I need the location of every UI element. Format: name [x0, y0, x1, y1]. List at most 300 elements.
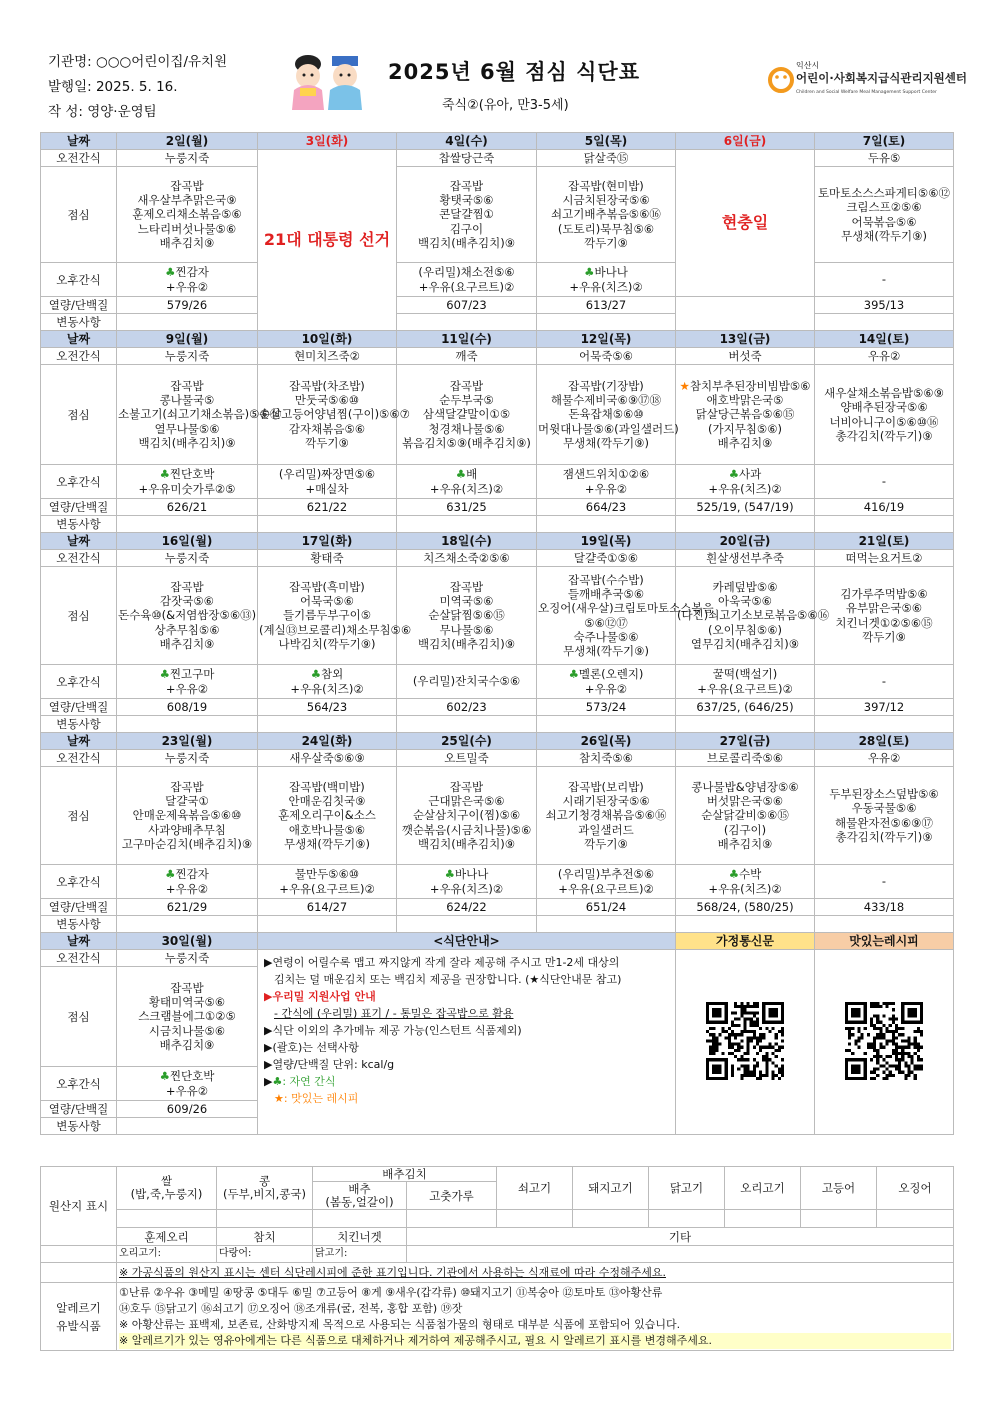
pm-snack-text: 찐단호박	[169, 1069, 215, 1084]
am-snack: 브로콜리죽⑤⑥	[676, 750, 815, 767]
menu-line: 배추김치⑨	[159, 235, 215, 250]
day-header: 2일(월)	[117, 133, 258, 150]
origin-allergy-table	[40, 1166, 954, 1351]
kcal-value: 395/13	[815, 297, 954, 314]
menu-line: +우유(치즈)②	[429, 481, 504, 496]
pm-snack	[537, 865, 676, 899]
menu-line: 순살닭갈비⑤⑥⑮	[701, 808, 789, 823]
am-snack: 흰살생선부추죽	[676, 550, 815, 567]
menu-line: 유부맑은국⑤⑥	[845, 601, 923, 616]
lunch-label: 점심	[41, 167, 117, 263]
menu-line: 순살닭찜⑤⑥⑮	[428, 608, 505, 623]
kcal-value: 609/26	[117, 1101, 258, 1118]
day-header: 7일(토)	[815, 133, 954, 150]
guide-line-3: ▶우리밀 지원사업 안내	[264, 990, 376, 1003]
am-snack: 치즈채소죽②⑤⑥	[397, 550, 537, 567]
allergy-line-2: ⑭호두 ⑮닭고기 ⑯쇠고기 ⑰오징어 ⑱조개류(굴, 전복, 홍합 포함) ⑲잣	[119, 1301, 463, 1315]
holiday-memorial: 현충일	[676, 150, 815, 297]
kcal-value: 607/23	[397, 297, 537, 314]
lunch-menu	[676, 567, 830, 665]
logo-name: 어린이·사회복지급식관리지원센터	[796, 71, 968, 85]
origin-rice: 쌀	[160, 1174, 173, 1188]
menu-line: +우유②	[584, 481, 628, 496]
menu-line: 무생채(깍두기⑨)	[563, 643, 649, 658]
guide-line-8a: ▶	[264, 1075, 273, 1088]
menu-line: 애호박나물⑤⑥	[288, 822, 366, 837]
pm-snack	[258, 665, 397, 699]
org-label: 기관명:	[48, 54, 92, 70]
menu-line	[118, 667, 256, 681]
menu-line: (다진)쇠고기소보로볶음⑤⑥⑯	[677, 608, 830, 623]
clover-icon: ♣	[728, 467, 740, 482]
kcal-value: 573/24	[537, 699, 676, 716]
menu-line	[398, 867, 535, 881]
menu-line: 순두부국⑤	[439, 393, 494, 408]
menu-line	[398, 467, 535, 481]
pm-snack	[815, 465, 954, 499]
change-label: 변동사항	[41, 716, 117, 733]
origin-duck-meat: 오리고기:	[117, 1246, 217, 1263]
menu-line: 너비아니구이⑤⑥⑩⑯	[829, 414, 939, 429]
day-header: 21일(토)	[815, 533, 954, 550]
am-snack: 깨죽	[397, 348, 537, 365]
origin-squid: 오징어	[877, 1167, 954, 1210]
menu-line: -	[881, 674, 887, 689]
guide-title: <식단안내>	[258, 933, 676, 950]
origin-etc: 기타	[407, 1228, 954, 1246]
pm-snack	[397, 865, 537, 899]
pm-snack	[397, 263, 537, 297]
menu-line: +우유(치즈)②	[290, 681, 364, 696]
pm-snack	[676, 865, 815, 899]
origin-cabbage: 배추	[348, 1181, 371, 1196]
change-cell	[258, 516, 397, 533]
kcal-value: 614/27	[258, 899, 397, 916]
menu-line: 잡곡밥	[449, 378, 484, 393]
day-header: 16일(월)	[117, 533, 258, 550]
kcal-value: 613/27	[537, 297, 676, 314]
pm-snack	[815, 665, 954, 699]
pm-snack-text: 배	[466, 467, 478, 482]
pm-snack-text: 찐단호박	[169, 467, 215, 482]
pm-snack-text: 바나나	[454, 867, 489, 882]
menu-line: 훈제오리구이&소스	[278, 808, 376, 823]
origin-cabbage-sub: (봄동,얼갈이)	[325, 1194, 394, 1209]
menu-line: 시금치된장국⑤⑥	[562, 193, 650, 208]
menu-line: (오이무침⑤⑥)	[707, 622, 783, 637]
origin-nugget: 치킨너겟	[313, 1228, 407, 1246]
menu-line: 나박김치(깍두기⑨)	[278, 636, 376, 651]
pm-snack-text: 바나나	[594, 265, 628, 280]
lunch-menu	[815, 767, 954, 865]
menu-line: 배추김치⑨	[717, 435, 773, 450]
menu-line: +우유②	[165, 279, 209, 294]
origin-bean-sub: (두부,비지,콩국)	[223, 1187, 306, 1201]
menu-line: 순살고등어양념찜(구이)⑤⑥⑦	[259, 407, 410, 422]
am-snack: 닭살죽⑮	[537, 150, 676, 167]
menu-line: 어묵국⑤⑥	[300, 594, 354, 609]
menu-line: 깍두기⑨	[862, 629, 906, 644]
origin-chicken: 닭고기	[649, 1167, 725, 1210]
menu-line: -	[881, 474, 887, 489]
clover-icon: ♣	[728, 867, 740, 882]
menu-line: 만둣국⑤⑥⑩	[294, 393, 360, 408]
am-snack: 우유②	[815, 750, 954, 767]
allergy-line-1: ①난류 ②우유 ③메밀 ④땅콩 ⑤대두 ⑥밀 ⑦고등어 ⑧게 ⑨새우(갑각류) ⑩돼지고기 ⑪복숭아 ⑫토마토 ⑬아황산류	[119, 1285, 663, 1299]
lunch-menu	[397, 365, 537, 465]
menu-line: 들기름두부구이⑤	[282, 608, 372, 623]
am-snack: 참치죽⑤⑥	[537, 750, 676, 767]
menu-line: 안매운김칫국⑨	[288, 794, 366, 809]
clover-icon: ♣	[584, 265, 595, 280]
menu-line: 해물수제비국⑥⑨⑰⑱	[550, 393, 662, 408]
kcal-value: 631/25	[397, 499, 537, 516]
kcal-value: 651/24	[537, 899, 676, 916]
allergy-label-1: 알레르기	[56, 1300, 101, 1315]
menu-line: 깍두기⑨	[584, 836, 628, 851]
menu-line: 콩나물밥&양념장⑤⑥	[691, 779, 799, 794]
menu-line: 꿀떡(백설기)	[712, 667, 778, 682]
allergy-line-3: ※ 아황산류는 표백제, 보존료, 산화방지제 목적으로 사용되는 식품첨가물의 형태로 대부분 식품에 포함되어 있습니다.	[119, 1317, 681, 1331]
org-value: ○○○어린이집/유치원	[95, 54, 228, 70]
allergy-line-4: ※ 알레르기가 있는 영유아에게는 다른 식품으로 대체하거나 제거하여 제공해주시고, 필요 시 알레르기 표시를 변경해주세요.	[119, 1333, 951, 1349]
menu-line: (계실⑬브로콜리)채소무침⑤⑥	[259, 622, 412, 637]
menu-line	[118, 1069, 256, 1083]
am-snack: 황태죽	[258, 550, 397, 567]
menu-line: 삼색달걀말이①⑤	[422, 407, 511, 422]
menu-line: 과일샐러드	[578, 822, 634, 837]
menu-line: 미역국⑤⑥	[439, 594, 494, 609]
menu-line: 시래기된장국⑤⑥	[562, 794, 650, 809]
menu-line: 어묵볶음⑤⑥	[851, 214, 917, 229]
change-cell	[258, 916, 397, 933]
recipe-qr-cell	[815, 950, 954, 1135]
change-cell	[117, 916, 258, 933]
guide-line-2: 김치는 덜 매운김치 또는 백김치 제공을 권장합니다. (★식단안내문 참고)	[274, 973, 622, 986]
menu-line: 무생채(깍두기⑨)	[563, 435, 649, 450]
kcal-value: 397/12	[815, 699, 954, 716]
pm-snack	[537, 665, 676, 699]
date-label: 날짜	[41, 133, 117, 150]
menu-line: -	[881, 272, 887, 287]
family-letter-qr[interactable]	[706, 989, 784, 1093]
menu-line: 우동국물⑤⑥	[851, 801, 917, 816]
date-label: 날짜	[41, 733, 117, 750]
am-snack: 새우살죽⑤⑥⑨	[258, 750, 397, 767]
pm-snack-label: 오후간식	[41, 865, 117, 899]
change-cell	[397, 916, 537, 933]
pm-snack	[117, 263, 258, 297]
menu-line: 소불고기(쇠고기채소볶음)⑤⑥⑯	[118, 407, 282, 422]
menu-line: 총각김치(깍두기)⑨	[835, 428, 933, 443]
lunch-label: 점심	[41, 567, 117, 665]
clover-icon: ♣	[165, 265, 176, 280]
menu-line: +매실차	[305, 481, 349, 496]
am-snack: 누룽지죽	[117, 750, 258, 767]
menu-line: 잡곡밥(차조밥)	[289, 378, 365, 393]
menu-line: 잡곡밥(기장밥)	[568, 378, 644, 393]
pm-snack	[258, 465, 397, 499]
change-cell	[117, 314, 258, 331]
menu-line: 잡곡밥(흑미밥)	[289, 579, 365, 594]
day-header: 17일(화)	[258, 533, 397, 550]
menu-line: 잡곡밥	[170, 378, 204, 393]
menu-line: 크림스프②⑤⑥	[846, 200, 922, 215]
pm-snack-label: 오후간식	[41, 1067, 117, 1101]
lunch-menu	[117, 967, 258, 1067]
am-snack-label: 오전간식	[41, 348, 117, 365]
author-value: 영양·운영팀	[87, 104, 157, 120]
kcal-label: 열량/단백질	[41, 499, 117, 516]
menu-line: 깍두기⑨	[305, 435, 349, 450]
menu-line	[118, 867, 256, 881]
menu-line: 애호박맑은국⑤	[706, 393, 784, 408]
pm-snack	[117, 665, 258, 699]
day-header: 26일(목)	[537, 733, 676, 750]
origin-chicken-meat: 닭고기:	[313, 1246, 407, 1263]
meal-guide	[258, 950, 676, 1135]
page-title: 2025년 6월 점심 식단표	[388, 60, 640, 84]
menu-line: +우유(요구르트)②	[558, 881, 654, 896]
pm-snack-text: 사과	[739, 467, 762, 482]
menu-line: 잡곡밥(보리밥)	[568, 779, 644, 794]
kcal-value: 416/19	[815, 499, 954, 516]
am-snack-label: 오전간식	[41, 750, 117, 767]
kcal-value: 664/23	[537, 499, 676, 516]
menu-line: 백김치(배추김치)⑨	[417, 636, 516, 651]
change-cell	[815, 716, 954, 733]
change-cell	[537, 716, 676, 733]
menu-line: (우리밀)짜장면⑤⑥	[278, 467, 376, 482]
day-header: 9일(월)	[117, 331, 258, 348]
pm-snack-text: 멜론(오렌지)	[578, 667, 644, 682]
menu-line: 무나물⑤⑥	[439, 622, 494, 637]
pm-snack-label: 오후간식	[41, 263, 117, 297]
origin-beef: 쇠고기	[497, 1167, 573, 1210]
origin-rice-sub: (밥,죽,누룽지)	[130, 1187, 203, 1201]
menu-line: +우유②	[165, 881, 209, 896]
menu-line: +우유(요구르트)②	[418, 279, 515, 294]
change-label: 변동사항	[41, 314, 117, 331]
am-snack-label: 오전간식	[41, 150, 117, 167]
change-cell	[397, 516, 537, 533]
day-header: 23일(월)	[117, 733, 258, 750]
lunch-menu	[537, 167, 676, 263]
menu-line: 해물완자전⑤⑥⑨⑰	[835, 815, 933, 830]
guide-line-4a: - 간식에 (우리밀) 표기 /	[274, 1007, 393, 1020]
change-cell	[537, 314, 676, 331]
menu-line: +우유미숫가루②⑤	[138, 481, 236, 496]
clover-icon: ♣	[310, 667, 322, 682]
menu-line: 무생채(깍두기⑨)	[841, 228, 927, 243]
date-label: 날짜	[41, 331, 117, 348]
menu-line: +우유(요구르트)②	[697, 681, 793, 696]
recipe-title: 맛있는레시피	[815, 933, 954, 950]
author-label: 작 성:	[48, 104, 83, 120]
day-header: 19일(목)	[537, 533, 676, 550]
menu-line: (우리밀)부추전⑤⑥	[557, 867, 655, 882]
guide-line-6: ▶(괄호)는 선택사항	[264, 1041, 359, 1054]
menu-line: 무생채(깍두기⑨)	[284, 836, 370, 851]
family-letter-title: 가정통신문	[676, 933, 815, 950]
menu-line	[118, 265, 256, 279]
menu-line: 볶음김치⑤⑨(배추김치⑨)	[402, 435, 531, 450]
header-info	[48, 50, 227, 125]
day-header: 4일(수)	[397, 133, 537, 150]
kcal-value: 608/19	[117, 699, 258, 716]
origin-smoked-duck: 훈제오리	[117, 1228, 217, 1246]
origin-pollack: 다랑어:	[217, 1246, 313, 1263]
am-snack-label: 오전간식	[41, 950, 117, 967]
am-snack: 현미치즈죽②	[258, 348, 397, 365]
change-label: 변동사항	[41, 916, 117, 933]
menu-line: 훈제오리채소볶음⑤⑥	[132, 207, 242, 222]
am-snack: 떠먹는요거트②	[815, 550, 954, 567]
lunch-menu	[397, 767, 537, 865]
kcal-value: 602/23	[397, 699, 537, 716]
menu-line: 오징어(새우살)크림토마토소스볶음	[538, 601, 714, 616]
menu-line: 김가루주먹밥⑤⑥	[840, 587, 928, 602]
lunch-menu	[117, 167, 258, 263]
menu-line	[677, 467, 813, 481]
origin-pepper: 고춧가루	[407, 1182, 497, 1210]
menu-line: 새우살채소볶음밥⑤⑥⑨	[824, 386, 944, 401]
menu-line: 숙주나물⑤⑥	[573, 629, 639, 644]
menu-line: -	[881, 874, 887, 889]
day-header: 18일(수)	[397, 533, 537, 550]
menu-line: 열무김치(배추김치)⑨	[690, 636, 800, 651]
menu-line: (김구이)	[723, 822, 767, 837]
change-cell	[117, 716, 258, 733]
origin-kimchi: 배추김치	[313, 1167, 497, 1182]
menu-line: 잡곡밥	[449, 178, 484, 193]
menu-line: 잡곡밥(현미밥)	[568, 178, 644, 193]
menu-line: 순살삼치구이(찜)⑤⑥	[412, 808, 521, 823]
menu-table	[40, 132, 954, 1135]
guide-line-4b: - 통밀은 잡곡밥으로 활용	[392, 1007, 514, 1020]
menu-line: +우유(치즈)②	[569, 279, 643, 294]
lunch-menu	[117, 567, 258, 665]
clover-icon: ♣	[165, 867, 176, 882]
day-header: 28일(토)	[815, 733, 954, 750]
menu-line	[538, 265, 674, 279]
clover-icon: ♣	[159, 667, 170, 682]
holiday-election: 21대 대통령 선거	[258, 150, 397, 331]
guide-line-1: ▶연령이 어릴수록 맵고 짜지않게 작게 잘라 제공해 주시고 만1-2세 대상의	[264, 956, 620, 969]
am-snack: 우유②	[815, 348, 954, 365]
menu-line: +우유(치즈)②	[429, 881, 504, 896]
pm-snack	[397, 465, 537, 499]
menu-line: 안매운제육볶음⑤⑥⑩	[132, 808, 242, 823]
menu-line: 쇠고기배추볶음⑤⑥⑯	[551, 207, 661, 222]
change-cell	[676, 516, 815, 533]
menu-line: 사과양배추무침	[148, 822, 226, 837]
logo-city: 익산시	[796, 61, 820, 70]
lunch-menu	[676, 767, 815, 865]
menu-line: 잡곡밥	[449, 779, 484, 794]
logo-english: Children and Social Welfare Meal Management Support Center	[796, 90, 937, 95]
pm-snack	[117, 1067, 258, 1101]
logo-icon	[768, 64, 794, 94]
menu-line: 감잣국⑤⑥	[160, 594, 214, 609]
kcal-label: 열량/단백질	[41, 899, 117, 916]
menu-line: +우유②	[584, 681, 628, 696]
clover-icon: ♣	[444, 867, 455, 882]
kcal-value: 568/24, (580/25)	[676, 899, 815, 916]
day-header: 30일(월)	[117, 933, 258, 950]
pm-snack	[537, 263, 676, 297]
clover-icon: ♣	[159, 467, 170, 482]
recipe-qr[interactable]	[845, 989, 923, 1093]
menu-line: 치킨너겟①②⑤⑥⑮	[835, 615, 933, 630]
clover-icon: ♣	[159, 1069, 170, 1084]
kcal-value: 433/18	[815, 899, 954, 916]
menu-line: 콘달걀찜①	[439, 207, 494, 222]
menu-line: 달걀국①	[165, 794, 209, 809]
menu-line: 잡곡밥(수수밥)	[568, 572, 644, 587]
change-cell	[397, 314, 537, 331]
pm-snack-text: 찐감자	[175, 265, 209, 280]
page-subtitle: 죽식②(유아, 만3-5세)	[442, 98, 569, 113]
change-cell	[676, 716, 815, 733]
change-cell	[258, 716, 397, 733]
guide-line-5: ▶식단 이외의 추가메뉴 제공 가능(인스턴트 식품제외)	[264, 1024, 522, 1037]
menu-line: 백김치(배추김치)⑨	[417, 235, 516, 250]
menu-line: 상추무침⑤⑥	[154, 622, 220, 637]
kcal-value: 621/29	[117, 899, 258, 916]
menu-line: 스크램블에그①②⑤	[138, 1009, 236, 1024]
kcal-label: 열량/단백질	[41, 699, 117, 716]
change-cell	[815, 516, 954, 533]
day-header: 14일(토)	[815, 331, 954, 348]
am-snack: 누룽지죽	[117, 150, 258, 167]
menu-line: (우리밀)잔치국수⑤⑥	[412, 674, 521, 689]
menu-line: 두부된장소스덮밥⑤⑥	[829, 787, 939, 802]
origin-duck: 오리고기	[725, 1167, 801, 1210]
day-header: 12일(목)	[537, 331, 676, 348]
origin-mackerel: 고등어	[801, 1167, 877, 1210]
menu-line: +우유(치즈)②	[708, 481, 782, 496]
lunch-menu	[537, 767, 676, 865]
origin-bean: 콩	[258, 1174, 271, 1188]
menu-line	[259, 667, 395, 681]
menu-line: 물만두⑤⑥⑩	[294, 867, 360, 882]
menu-line: 배추김치⑨	[717, 836, 773, 851]
date-label: 발행일:	[48, 79, 92, 95]
menu-line: 닭살당근볶음⑤⑥⑮	[695, 407, 795, 422]
change-cell	[537, 916, 676, 933]
menu-line: 잡곡밥	[449, 579, 484, 594]
pm-snack	[117, 465, 258, 499]
menu-line: 양배추된장국⑤⑥	[840, 400, 928, 415]
day-header: 13일(금)	[676, 331, 815, 348]
lunch-menu	[815, 167, 954, 263]
origin-tuna: 참치	[217, 1228, 313, 1246]
menu-line	[538, 667, 674, 681]
am-snack: 버섯죽	[676, 348, 815, 365]
menu-line: 청경채나물⑤⑥	[428, 421, 505, 436]
pm-snack	[815, 263, 954, 297]
menu-line: 고구마순김치(배추김치)⑨	[121, 836, 253, 851]
date-label: 날짜	[41, 933, 117, 950]
change-cell	[537, 516, 676, 533]
lunch-menu	[537, 365, 679, 465]
lunch-menu	[397, 567, 537, 665]
menu-line	[677, 379, 813, 393]
day-header: 11일(수)	[397, 331, 537, 348]
pm-snack	[397, 665, 537, 699]
menu-line: 돈수육⑩(&저염쌈장⑤⑥⑬)	[118, 608, 257, 623]
